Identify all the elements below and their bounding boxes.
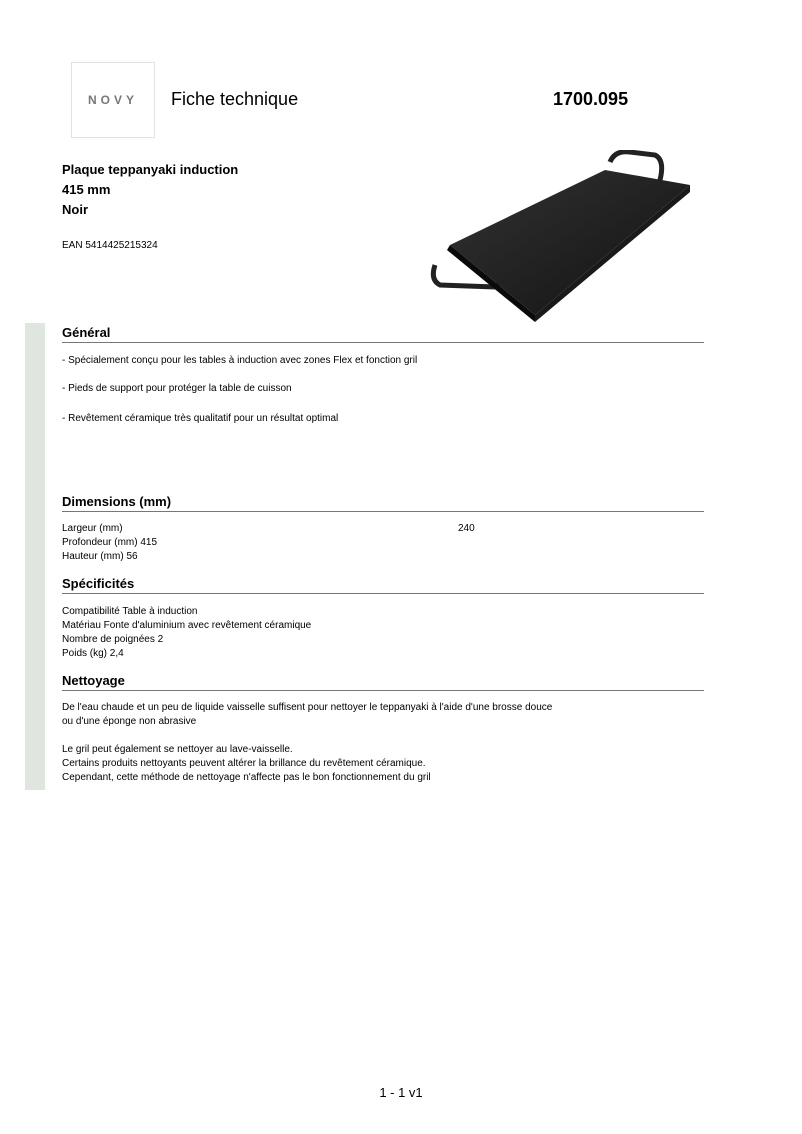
sidebar-accent-bar bbox=[25, 323, 45, 790]
spec-line: Nombre de poignées 2 bbox=[62, 634, 164, 645]
general-item: - Pieds de support pour protéger la table de cuisson bbox=[62, 383, 292, 394]
product-color: Noir bbox=[62, 202, 88, 217]
spec-line: Poids (kg) 2,4 bbox=[62, 648, 124, 659]
cleaning-line: ou d'une éponge non abrasive bbox=[62, 716, 197, 727]
spec-line: Matériau Fonte d'aluminium avec revêtement céramique bbox=[62, 620, 312, 631]
dimension-depth: Profondeur (mm) 415 bbox=[62, 537, 158, 548]
cleaning-line: Cependant, cette méthode de nettoyage n'affecte pas le bon fonctionnement du gril bbox=[62, 772, 431, 783]
section-heading-cleaning: Nettoyage bbox=[62, 673, 704, 691]
specs-list bbox=[62, 605, 311, 661]
page-number: 1 - 1 v1 bbox=[379, 1085, 423, 1100]
ean-code: EAN 5414425215324 bbox=[62, 240, 158, 251]
cleaning-line: Certains produits nettoyants peuvent altérer la brillance du revêtement céramique. bbox=[62, 758, 426, 769]
product-reference: 1700.095 bbox=[553, 89, 629, 109]
cleaning-text bbox=[62, 701, 552, 785]
spec-line: Compatibilité Table à induction bbox=[62, 606, 198, 617]
product-size: 415 mm bbox=[62, 182, 111, 197]
dimension-width-label: Largeur (mm) bbox=[62, 523, 123, 534]
teppanyaki-product-image bbox=[415, 150, 695, 325]
section-heading-dimensions: Dimensions (mm) bbox=[62, 494, 704, 512]
logo-text: NOVY bbox=[87, 93, 138, 107]
cleaning-line: De l'eau chaude et un peu de liquide vaisselle suffisent pour nettoyer le teppanyaki à l'aide d'une brosse douce bbox=[62, 702, 553, 713]
document-title: Fiche technique bbox=[171, 89, 299, 109]
dimension-height: Hauteur (mm) 56 bbox=[62, 551, 138, 562]
general-item: - Revêtement céramique très qualitatif pour un résultat optimal bbox=[62, 413, 339, 424]
product-name: Plaque teppanyaki induction bbox=[62, 162, 239, 177]
cleaning-line: Le gril peut également se nettoyer au lave-vaisselle. bbox=[62, 744, 293, 755]
dimension-width-value: 240 bbox=[458, 523, 475, 534]
section-heading-general: Général bbox=[62, 325, 704, 343]
novy-logo bbox=[71, 62, 155, 138]
product-info bbox=[62, 160, 238, 220]
general-item: - Spécialement conçu pour les tables à induction avec zones Flex et fonction gril bbox=[62, 355, 418, 366]
section-heading-specs: Spécificités bbox=[62, 576, 704, 594]
